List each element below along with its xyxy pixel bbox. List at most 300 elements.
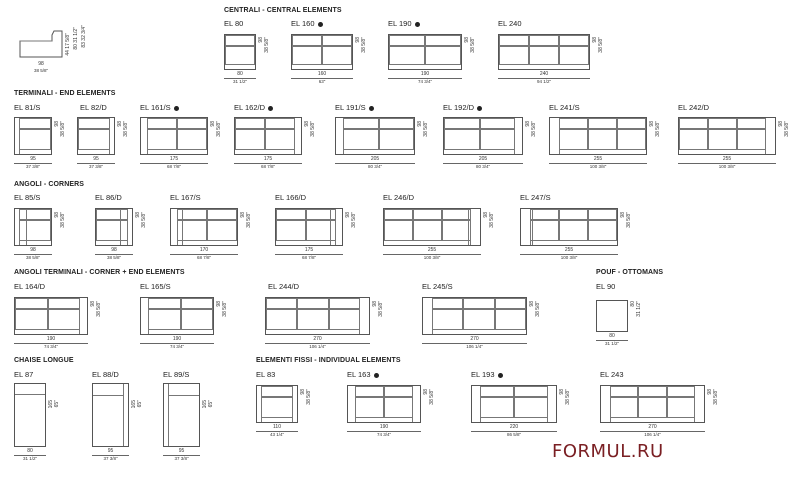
back-cushion <box>177 118 207 129</box>
depth-inches: 38 5/8" <box>351 212 357 228</box>
width-dimension <box>234 157 302 169</box>
back-cushion <box>667 386 695 397</box>
plan-el-247-s <box>520 208 618 246</box>
depth-inches: 38 5/8" <box>306 389 312 405</box>
depth-cm: 98 <box>707 389 713 395</box>
element-code-text: EL 192/D <box>443 103 474 112</box>
seat-cushion <box>499 46 529 65</box>
plan-el-81-s <box>14 117 52 155</box>
depth-cm: 98 <box>258 37 264 43</box>
depth-inches: 38 5/8" <box>713 389 719 405</box>
seat-cushion <box>177 129 207 150</box>
depth-cm: 98 <box>423 389 429 395</box>
back-cushion <box>413 209 442 220</box>
element-code-el-241-s <box>549 103 580 112</box>
plan-el-167-s <box>170 208 238 246</box>
width-cm: 110 <box>273 424 281 430</box>
bullet-dot-icon <box>369 106 374 111</box>
width-inches: 31 1/2" <box>232 78 248 84</box>
back-cushion <box>329 298 360 309</box>
depth-inches: 38 5/8" <box>655 121 661 137</box>
width-inches: 74 3/4" <box>43 343 59 349</box>
element-code-el-90 <box>596 282 615 291</box>
element-code-text: EL 167/S <box>170 193 201 202</box>
seat-cushion <box>19 129 51 150</box>
width-inches: 31 1/2" <box>604 340 620 346</box>
seat-cushion <box>638 397 666 418</box>
armrest-right <box>359 298 369 334</box>
seat-cushion <box>266 309 297 330</box>
element-code-text: EL 245/S <box>422 282 453 291</box>
bullet-dot-icon <box>498 373 503 378</box>
element-code-text: EL 247/S <box>520 193 551 202</box>
width-inches: 38 5/8" <box>25 254 41 260</box>
width-inches: 74 3/4" <box>169 343 185 349</box>
element-code-text: EL 164/D <box>14 282 45 291</box>
plan-el-165-s <box>140 297 214 335</box>
width-cm: 255 <box>427 247 437 253</box>
armrest-right <box>765 118 775 154</box>
width-inches: 100 3/8" <box>423 254 441 260</box>
plan-el-190 <box>388 34 462 70</box>
width-cm: 175 <box>169 156 179 162</box>
width-inches: 37 3/8" <box>25 163 41 169</box>
plan-el-243 <box>600 385 705 423</box>
width-inches: 43 1/4" <box>269 431 285 437</box>
depth-cm: 165 <box>48 400 54 409</box>
seat-cushion <box>297 309 328 330</box>
back-cushion <box>276 209 306 220</box>
width-inches: 74 3/4" <box>376 431 392 437</box>
bullet-dot-icon <box>174 106 179 111</box>
width-cm: 190 <box>420 71 430 77</box>
seat-cushion <box>559 220 588 241</box>
element-code-text: EL 90 <box>596 282 616 291</box>
seat-cushion <box>207 220 237 241</box>
width-dimension <box>14 248 52 260</box>
seat-cushion <box>292 46 322 65</box>
depth-cm: 98 <box>90 301 96 307</box>
width-cm: 270 <box>313 336 322 342</box>
seat-cushion <box>679 129 708 150</box>
element-code-el-240 <box>498 19 522 28</box>
width-dimension <box>596 334 628 346</box>
seat-cushion <box>329 309 360 330</box>
depth-inches: 38 5/8" <box>96 301 102 317</box>
section-end-title: TERMINALI - END ELEMENTS <box>14 90 116 97</box>
depth-inches: 38 5/8" <box>626 212 632 228</box>
width-cm: 205 <box>478 156 488 162</box>
element-code-text: EL 83 <box>256 370 276 379</box>
back-cushion <box>588 209 617 220</box>
backrest <box>15 384 45 395</box>
depth-inches: 38 5/8" <box>598 37 604 53</box>
depth-inches: 38 5/8" <box>222 301 228 317</box>
plan-el-87 <box>14 383 46 447</box>
back-cushion <box>261 386 293 397</box>
seat-cushion <box>737 129 766 150</box>
bullet-dot-icon <box>477 106 482 111</box>
seat-cushion <box>261 397 293 418</box>
armrest-right <box>547 386 556 422</box>
back-cushion <box>432 298 463 309</box>
element-code-text: EL 243 <box>600 370 624 379</box>
element-code-el-163 <box>347 370 379 379</box>
width-inches: 86 5/8" <box>506 431 522 437</box>
width-cm: 190 <box>46 336 56 342</box>
depth-inches: 38 5/8" <box>531 121 537 137</box>
element-code-text: EL 85/S <box>14 193 41 202</box>
depth-inches: 38 5/8" <box>361 37 367 53</box>
width-dimension <box>224 72 256 84</box>
back-cushion <box>266 298 297 309</box>
element-code-el-245-s <box>422 282 453 291</box>
depth-inches: 65" <box>137 400 143 408</box>
back-cushion <box>297 298 328 309</box>
width-dimension <box>14 449 46 461</box>
width-dimension <box>347 425 421 437</box>
width-inches: 68 7/8" <box>301 254 317 260</box>
width-dimension <box>549 157 647 169</box>
element-code-text: EL 244/D <box>268 282 299 291</box>
depth-inches: 38 5/8" <box>216 121 222 137</box>
width-cm: 240 <box>539 71 549 77</box>
element-code-el-88-d <box>92 370 119 379</box>
plan-el-241-s <box>549 117 647 155</box>
seat-cushion <box>463 309 494 330</box>
seat-cushion <box>147 129 177 150</box>
seat-cushion <box>322 46 352 65</box>
element-code-el-192-d <box>443 103 482 112</box>
width-cm: 98 <box>30 247 36 253</box>
back-cushion <box>559 209 588 220</box>
element-code-el-85-s <box>14 193 40 202</box>
section-corners-title: ANGOLI - CORNERS <box>14 181 85 188</box>
back-cushion <box>617 118 646 129</box>
plan-el-240 <box>498 34 590 70</box>
element-code-el-242-d <box>678 103 709 112</box>
plan-el-191-s <box>335 117 415 155</box>
plan-el-88-d <box>92 383 129 447</box>
back-cushion <box>444 118 480 129</box>
seat-cushion <box>444 129 480 150</box>
seat-cushion <box>588 220 617 241</box>
back-cushion <box>679 118 708 129</box>
width-cm: 190 <box>172 336 182 342</box>
plan-el-90 <box>596 300 628 332</box>
width-cm: 160 <box>317 71 327 77</box>
bullet-dot-icon <box>374 373 379 378</box>
back-cushion <box>322 35 352 46</box>
width-inches: 68 7/8" <box>260 163 276 169</box>
back-cushion <box>384 209 413 220</box>
width-dimension <box>498 72 590 84</box>
width-cm: 98 <box>111 247 117 253</box>
width-cm: 270 <box>648 424 657 430</box>
element-code-el-82-d <box>80 103 107 112</box>
plan-el-245-s <box>422 297 527 335</box>
back-cushion <box>499 35 529 46</box>
corner-side-back <box>468 209 480 245</box>
back-cushion <box>737 118 766 129</box>
depth-inches: 38 5/8" <box>264 37 270 53</box>
width-inches: 106 1/4" <box>309 343 326 349</box>
plan-el-82-d <box>77 117 115 155</box>
back-cushion <box>265 118 295 129</box>
element-code-el-243 <box>600 370 624 379</box>
width-cm: 270 <box>470 336 479 342</box>
back-cushion <box>638 386 666 397</box>
seat-cushion <box>432 309 463 330</box>
depth-cm: 98 <box>464 37 470 43</box>
plan-el-161-s <box>140 117 208 155</box>
depth-inches: 65" <box>208 400 214 408</box>
plan-el-246-d <box>383 208 481 246</box>
element-code-el-89-s <box>163 370 189 379</box>
element-code-el-162-d <box>234 103 273 112</box>
width-dimension <box>291 72 353 84</box>
width-dimension <box>14 337 88 349</box>
back-cushion <box>495 298 526 309</box>
element-code-el-193 <box>471 370 503 379</box>
back-cushion <box>207 209 237 220</box>
width-cm: 95 <box>178 448 185 454</box>
watermark: FORMUL.RU <box>552 441 664 462</box>
width-inches: 100 3/8" <box>718 163 736 169</box>
width-cm: 95 <box>30 156 36 162</box>
depth-cm: 98 <box>483 212 489 218</box>
element-code-text: EL 166/D <box>275 193 306 202</box>
depth-inches: 38 5/8" <box>535 301 541 317</box>
depth-cm: 98 <box>372 301 378 307</box>
depth-cm: 98 <box>592 37 598 43</box>
width-inches: 68 7/8" <box>166 163 182 169</box>
seat-cushion <box>529 46 559 65</box>
element-code-text: EL 190 <box>388 19 412 28</box>
depth-cm: 98 <box>345 212 351 218</box>
back-cushion <box>148 298 181 309</box>
armrest-right <box>79 298 87 334</box>
plan-el-166-d <box>275 208 343 246</box>
width-inches: 38 5/8" <box>106 254 122 260</box>
plan-el-85-s <box>14 208 52 246</box>
width-cm: 175 <box>263 156 273 162</box>
section-central-title: CENTRALI - CENTRAL ELEMENTS <box>224 7 342 14</box>
seat-cushion <box>181 309 214 330</box>
back-cushion <box>530 209 559 220</box>
element-code-text: EL 246/D <box>383 193 414 202</box>
width-cm: 205 <box>370 156 380 162</box>
depth-cm: 98 <box>529 301 535 307</box>
depth-cm: 98 <box>300 389 306 395</box>
width-inches: 106 1/4" <box>644 431 661 437</box>
depth-inches: 38 5/8" <box>784 121 790 137</box>
depth-cm: 98 <box>649 121 655 127</box>
depth-inches: 38 5/8" <box>489 212 495 228</box>
back-cushion <box>78 118 110 129</box>
depth-inches: 38 5/8" <box>565 389 571 405</box>
element-code-el-86-d <box>95 193 122 202</box>
back-cushion <box>480 386 514 397</box>
element-code-text: EL 80 <box>224 19 244 28</box>
element-code-text: EL 86/D <box>95 193 122 202</box>
width-dimension <box>170 248 238 260</box>
width-inches: 37 3/8" <box>174 455 189 461</box>
armrest-right <box>294 118 301 154</box>
depth-cm: 98 <box>417 121 423 127</box>
seat-cushion <box>530 220 559 241</box>
plan-el-164-d <box>14 297 88 335</box>
width-cm: 255 <box>593 156 603 162</box>
back-cushion <box>343 118 379 129</box>
seat-cushion <box>235 129 265 150</box>
back-cushion <box>559 35 589 46</box>
depth-cm: 98 <box>355 37 361 43</box>
corner-side-back <box>15 209 27 245</box>
plan-el-162-d <box>234 117 302 155</box>
width-dimension <box>678 157 776 169</box>
seat-cushion <box>265 129 295 150</box>
element-code-text: EL 193 <box>471 370 495 379</box>
backrest <box>93 384 124 396</box>
side-depth: 98 38 5/8" <box>33 61 49 73</box>
seat-cushion <box>514 397 548 418</box>
element-code-text: EL 240 <box>498 19 522 28</box>
corner-side-back <box>330 209 342 245</box>
element-code-text: EL 81/S <box>14 103 41 112</box>
back-cushion <box>588 118 617 129</box>
section-fixed-title: ELEMENTI FISSI - INDIVIDUAL ELEMENTS <box>256 357 401 364</box>
width-dimension <box>256 425 298 437</box>
element-code-el-81-s <box>14 103 40 112</box>
seat-cushion <box>413 220 442 241</box>
depth-cm: 98 <box>135 212 141 218</box>
element-code-el-160 <box>291 19 323 28</box>
corner-side-back <box>521 209 533 245</box>
width-dimension <box>520 248 618 260</box>
depth-cm: 98 <box>304 121 310 127</box>
element-code-el-166-d <box>275 193 306 202</box>
back-cushion <box>442 209 471 220</box>
element-code-el-87 <box>14 370 33 379</box>
width-inches: 68 7/8" <box>196 254 212 260</box>
seat-cushion <box>667 397 695 418</box>
bullet-dot-icon <box>318 22 323 27</box>
element-code-el-246-d <box>383 193 414 202</box>
depth-inches: 38 5/8" <box>470 37 476 53</box>
width-dimension <box>163 449 200 461</box>
back-cushion <box>48 298 81 309</box>
back-cushion <box>708 118 737 129</box>
seat-cushion <box>343 129 379 150</box>
back-cushion <box>147 118 177 129</box>
width-inches: 31 1/2" <box>22 455 38 461</box>
corner-side-back <box>171 209 183 245</box>
side-h1: 44 17 5/8" <box>65 33 71 56</box>
element-code-text: EL 82/D <box>80 103 107 112</box>
back-cushion <box>384 386 413 397</box>
section-corner-end-title: ANGOLI TERMINALI - CORNER + END ELEMENTS <box>14 269 185 276</box>
side-profile-drawing <box>16 27 66 61</box>
element-code-el-83 <box>256 370 275 379</box>
element-code-el-80 <box>224 19 243 28</box>
depth-cm: 165 <box>131 400 137 409</box>
depth-inches: 38 5/8" <box>423 121 429 137</box>
depth-inches: 38 5/8" <box>123 121 129 137</box>
back-cushion <box>480 118 516 129</box>
width-inches: 63" <box>318 78 326 84</box>
width-dimension <box>140 157 208 169</box>
seat-cushion <box>148 309 181 330</box>
back-cushion <box>181 298 214 309</box>
seat-cushion <box>425 46 461 65</box>
element-code-text: EL 241/S <box>549 103 580 112</box>
depth-cm: 98 <box>54 121 60 127</box>
side-profile-view <box>14 25 94 77</box>
element-code-el-190 <box>388 19 420 28</box>
depth-cm: 80 <box>630 301 636 307</box>
element-code-text: EL 87 <box>14 370 34 379</box>
plan-el-83 <box>256 385 298 423</box>
depth-cm: 98 <box>210 121 216 127</box>
element-code-text: EL 162/D <box>234 103 265 112</box>
element-code-text: EL 89/S <box>163 370 190 379</box>
width-inches: 100 3/8" <box>589 163 607 169</box>
width-inches: 80 3/4" <box>367 163 383 169</box>
element-code-text: EL 161/S <box>140 103 171 112</box>
back-cushion <box>379 118 415 129</box>
back-cushion <box>559 118 588 129</box>
seat-cushion <box>559 129 588 150</box>
width-cm: 80 <box>609 333 615 339</box>
back-cushion <box>225 35 255 46</box>
width-dimension <box>335 157 415 169</box>
back-cushion <box>463 298 494 309</box>
plan-el-242-d <box>678 117 776 155</box>
depth-cm: 98 <box>216 301 222 307</box>
element-code-el-191-s <box>335 103 374 112</box>
element-code-text: EL 242/D <box>678 103 709 112</box>
seat-cushion <box>389 46 425 65</box>
depth-inches: 38 5/8" <box>429 389 435 405</box>
bullet-dot-icon <box>415 22 420 27</box>
depth-inches: 38 5/8" <box>60 212 66 228</box>
width-cm: 255 <box>722 156 732 162</box>
width-dimension <box>77 157 115 169</box>
bullet-dot-icon <box>268 106 273 111</box>
width-dimension <box>383 248 481 260</box>
width-cm: 80 <box>27 448 33 454</box>
seat-cushion <box>588 129 617 150</box>
depth-cm: 98 <box>778 121 784 127</box>
element-code-el-167-s <box>170 193 201 202</box>
width-dimension <box>140 337 214 349</box>
back-cushion <box>529 35 559 46</box>
back-cushion <box>610 386 638 397</box>
depth-inches: 38 5/8" <box>141 212 147 228</box>
depth-cm: 165 <box>202 400 208 409</box>
back-cushion <box>514 386 548 397</box>
width-inches: 80 3/4" <box>475 163 491 169</box>
width-dimension <box>14 157 52 169</box>
seat-cushion <box>495 309 526 330</box>
backrest <box>168 384 199 396</box>
width-inches: 94 1/2" <box>536 78 552 84</box>
plan-el-160 <box>291 34 353 70</box>
seat-cushion <box>355 397 384 418</box>
armrest-right <box>514 118 522 154</box>
seat-cushion <box>384 397 413 418</box>
